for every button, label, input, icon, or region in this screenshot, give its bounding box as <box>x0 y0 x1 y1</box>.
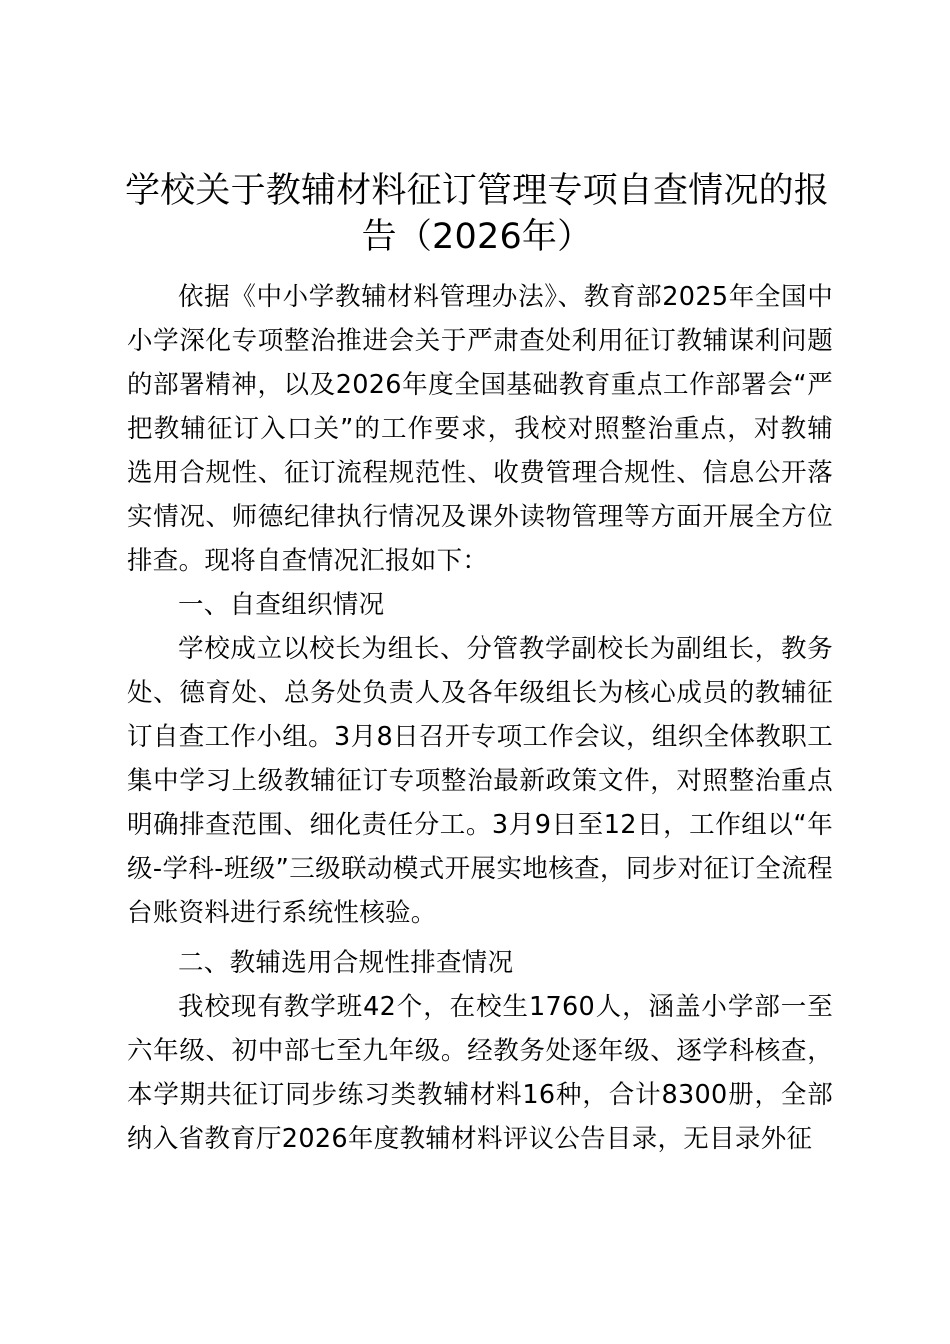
organization-paragraph: 学校成立以校长为组长、分管教学副校长为副组长，教务处、德育处、总务处负责人及各年级组长为核心成员的教辅征订自查工作小组。3月8日召开专项工作会议，组织全体教职工集中学习上级教辅征订专项整治最新政策文件，对照整治重点明确排查范围、细化责任分工。3月9日至12日，工作组以“年级-学科-班级”三级联动模式开展实地核查，同步对征订全流程台账资料进行系统性核验。 <box>127 634 833 928</box>
compliance-paragraph: 我校现有教学班42个，在校生1760人，涵盖小学部一至六年级、初中部七至九年级。经教务处逐年级、逐学科核查，本学期共征订同步练习类教辅材料16种，合计8300册，全部纳入省教育厅2026年度教辅材料评议公告目录，无目录外征 <box>127 992 833 1154</box>
section-heading-compliance: 二、教辅选用合规性排查情况 <box>178 948 514 978</box>
document-body <box>127 275 833 1161</box>
document-title: 学校关于教辅材料征订管理专项自查情况的报告（2026年） <box>124 171 829 257</box>
intro-paragraph: 依据《中小学教辅材料管理办法》、教育部2025年全国中小学深化专项整治推进会关于严肃查处利用征订教辅谋利问题的部署精神，以及2026年度全国基础教育重点工作部署会“严把教辅征订入口关”的工作要求，我校对照整治重点，对教辅选用合规性、征订流程规范性、收费管理合规性、信息公开落实情况、师德纪律执行情况及课外读物管理等方面开展全方位排查。现将自查情况汇报如下： <box>127 282 833 576</box>
section-heading-organization: 一、自查组织情况 <box>178 590 385 620</box>
